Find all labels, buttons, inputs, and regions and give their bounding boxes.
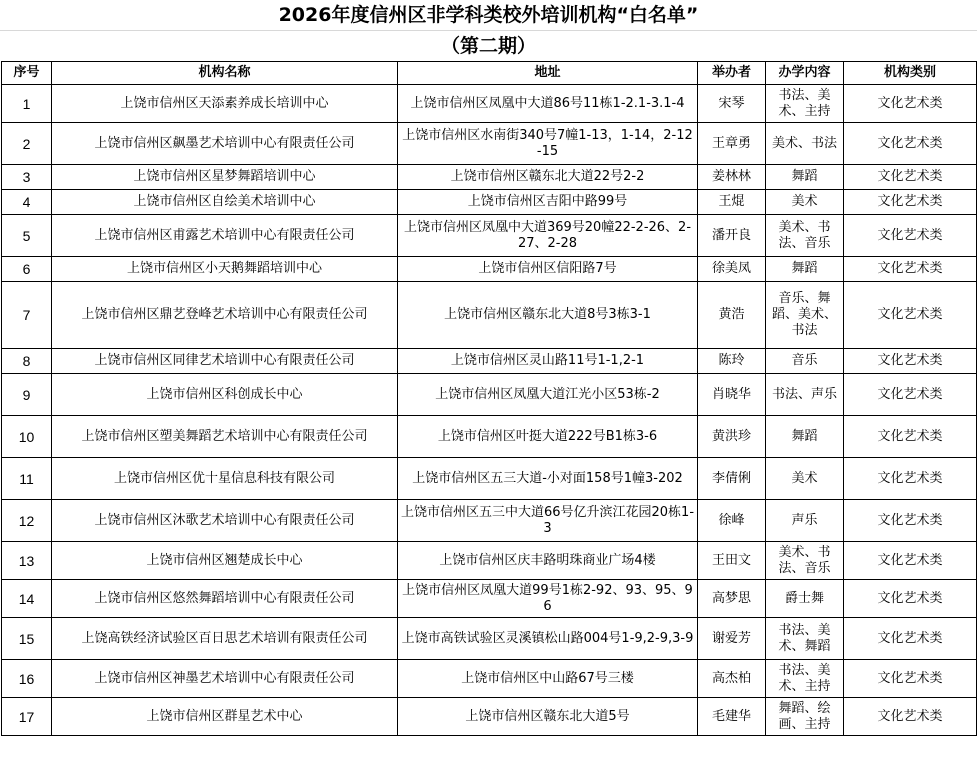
cell-content: 书法、美术、舞蹈: [766, 618, 844, 660]
cell-category: 文化艺术类: [844, 190, 977, 215]
cell-organizer: 徐峰: [698, 500, 766, 542]
cell-category: 文化艺术类: [844, 165, 977, 190]
table-row: [2, 85, 977, 123]
cell-organizer: 肖晓华: [698, 374, 766, 416]
table-row: [2, 349, 977, 374]
whitelist-table: [1, 61, 977, 736]
cell-org-name: 上饶市信州区神墨艺术培训中心有限责任公司: [52, 660, 398, 698]
cell-row-index: 4: [2, 190, 52, 215]
cell-address: 上饶市信州区庆丰路明珠商业广场4楼: [398, 542, 698, 580]
cell-address: 上饶市信州区叶挺大道222号B1栋3-6: [398, 416, 698, 458]
cell-row-index: 10: [2, 416, 52, 458]
cell-row-index: 16: [2, 660, 52, 698]
cell-address: 上饶市信州区凤凰大道江光小区53栋-2: [398, 374, 698, 416]
table-row: [2, 416, 977, 458]
cell-category: 文化艺术类: [844, 349, 977, 374]
cell-org-name: 上饶市信州区星梦舞蹈培训中心: [52, 165, 398, 190]
cell-content: 书法、美术、主持: [766, 660, 844, 698]
cell-organizer: 李倩俐: [698, 458, 766, 500]
cell-address: 上饶市信州区灵山路11号1-1,2-1: [398, 349, 698, 374]
table-row: [2, 165, 977, 190]
cell-organizer: 王田文: [698, 542, 766, 580]
cell-category: 文化艺术类: [844, 458, 977, 500]
cell-organizer: 徐美凤: [698, 257, 766, 282]
cell-address: 上饶市高铁试验区灵溪镇松山路004号1-9,2-9,3-9: [398, 618, 698, 660]
cell-org-name: 上饶市信州区自绘美术培训中心: [52, 190, 398, 215]
cell-organizer: 黄洪珍: [698, 416, 766, 458]
cell-address: 上饶市信州区五三大道-小对面158号1幢3-202: [398, 458, 698, 500]
cell-row-index: 3: [2, 165, 52, 190]
cell-category: 文化艺术类: [844, 257, 977, 282]
cell-address: 上饶市信州区凤凰中大道86号11栋1-2.1-3.1-4: [398, 85, 698, 123]
table-body: [2, 85, 977, 736]
cell-content: 美术: [766, 458, 844, 500]
cell-organizer: 王章勇: [698, 123, 766, 165]
cell-organizer: 宋琴: [698, 85, 766, 123]
cell-row-index: 17: [2, 698, 52, 736]
cell-org-name: 上饶市信州区塑美舞蹈艺术培训中心有限责任公司: [52, 416, 398, 458]
table-row: [2, 458, 977, 500]
cell-content: 舞蹈、绘画、主持: [766, 698, 844, 736]
cell-content: 舞蹈: [766, 165, 844, 190]
cell-address: 上饶市信州区凤凰中大道369号20幢22-2-26、2-27、2-28: [398, 215, 698, 257]
cell-category: 文化艺术类: [844, 698, 977, 736]
table-row: [2, 660, 977, 698]
cell-content: 音乐: [766, 349, 844, 374]
cell-org-name: 上饶市信州区悠然舞蹈培训中心有限责任公司: [52, 580, 398, 618]
cell-organizer: 姜林林: [698, 165, 766, 190]
cell-org-name: 上饶市信州区群星艺术中心: [52, 698, 398, 736]
cell-category: 文化艺术类: [844, 282, 977, 349]
cell-address: 上饶市信州区五三中大道66号亿升滨江花园20栋1-3: [398, 500, 698, 542]
header-index: 序号: [2, 62, 52, 85]
table-row: [2, 618, 977, 660]
cell-org-name: 上饶市信州区沐歌艺术培训中心有限责任公司: [52, 500, 398, 542]
cell-row-index: 15: [2, 618, 52, 660]
cell-address: 上饶市信州区凤凰大道99号1栋2-92、93、95、96: [398, 580, 698, 618]
cell-organizer: 王焜: [698, 190, 766, 215]
cell-row-index: 6: [2, 257, 52, 282]
cell-category: 文化艺术类: [844, 542, 977, 580]
cell-org-name: 上饶市信州区甫露艺术培训中心有限责任公司: [52, 215, 398, 257]
cell-row-index: 1: [2, 85, 52, 123]
table-row: [2, 542, 977, 580]
cell-org-name: 上饶市信州区优十星信息科技有限公司: [52, 458, 398, 500]
cell-org-name: 上饶市信州区小天鹅舞蹈培训中心: [52, 257, 398, 282]
cell-address: 上饶市信州区吉阳中路99号: [398, 190, 698, 215]
cell-org-name: 上饶市信州区科创成长中心: [52, 374, 398, 416]
cell-address: 上饶市信州区水南街340号7幢1-13，1-14，2-12-15: [398, 123, 698, 165]
table-row: [2, 215, 977, 257]
cell-organizer: 谢爱芳: [698, 618, 766, 660]
cell-row-index: 2: [2, 123, 52, 165]
header-org-name: 机构名称: [52, 62, 398, 85]
cell-row-index: 13: [2, 542, 52, 580]
cell-org-name: 上饶市信州区飙墨艺术培训中心有限责任公司: [52, 123, 398, 165]
cell-org-name: 上饶市信州区鼎艺登峰艺术培训中心有限责任公司: [52, 282, 398, 349]
table-row: [2, 374, 977, 416]
table-row: [2, 698, 977, 736]
table-row: [2, 282, 977, 349]
cell-organizer: 潘开良: [698, 215, 766, 257]
cell-org-name: 上饶市信州区同律艺术培训中心有限责任公司: [52, 349, 398, 374]
cell-content: 美术、书法: [766, 123, 844, 165]
cell-content: 书法、美术、主持: [766, 85, 844, 123]
cell-content: 舞蹈: [766, 257, 844, 282]
cell-category: 文化艺术类: [844, 500, 977, 542]
cell-address: 上饶市信州区赣东北大道8号3栋3-1: [398, 282, 698, 349]
cell-address: 上饶市信州区中山路67号三楼: [398, 660, 698, 698]
cell-address: 上饶市信州区信阳路7号: [398, 257, 698, 282]
cell-category: 文化艺术类: [844, 660, 977, 698]
header-address: 地址: [398, 62, 698, 85]
document-title: 2026年度信州区非学科类校外培训机构“白名单”: [0, 0, 977, 31]
cell-org-name: 上饶市信州区翘楚成长中心: [52, 542, 398, 580]
cell-row-index: 9: [2, 374, 52, 416]
table-row: [2, 190, 977, 215]
cell-category: 文化艺术类: [844, 580, 977, 618]
cell-address: 上饶市信州区赣东北大道5号: [398, 698, 698, 736]
document-subtitle: （第二期）: [440, 35, 536, 57]
cell-row-index: 5: [2, 215, 52, 257]
cell-content: 舞蹈: [766, 416, 844, 458]
cell-content: 美术、书法、音乐: [766, 215, 844, 257]
cell-org-name: 上饶高铁经济试验区百日思艺术培训有限责任公司: [52, 618, 398, 660]
cell-category: 文化艺术类: [844, 85, 977, 123]
cell-content: 音乐、舞蹈、美术、书法: [766, 282, 844, 349]
table-row: [2, 257, 977, 282]
cell-content: 爵士舞: [766, 580, 844, 618]
table-row: [2, 580, 977, 618]
cell-content: 书法、声乐: [766, 374, 844, 416]
cell-category: 文化艺术类: [844, 123, 977, 165]
header-organizer: 举办者: [698, 62, 766, 85]
cell-category: 文化艺术类: [844, 618, 977, 660]
cell-category: 文化艺术类: [844, 416, 977, 458]
cell-row-index: 7: [2, 282, 52, 349]
cell-content: 声乐: [766, 500, 844, 542]
header-category: 机构类别: [844, 62, 977, 85]
table-header-row: [2, 62, 977, 85]
cell-category: 文化艺术类: [844, 215, 977, 257]
cell-organizer: 毛建华: [698, 698, 766, 736]
cell-organizer: 高梦思: [698, 580, 766, 618]
table-row: [2, 500, 977, 542]
cell-category: 文化艺术类: [844, 374, 977, 416]
cell-organizer: 陈玲: [698, 349, 766, 374]
cell-row-index: 11: [2, 458, 52, 500]
cell-org-name: 上饶市信州区天添素养成长培训中心: [52, 85, 398, 123]
cell-content: 美术、书法、音乐: [766, 542, 844, 580]
cell-organizer: 黄浩: [698, 282, 766, 349]
table-row: [2, 123, 977, 165]
cell-row-index: 14: [2, 580, 52, 618]
header-content: 办学内容: [766, 62, 844, 85]
cell-row-index: 12: [2, 500, 52, 542]
cell-address: 上饶市信州区赣东北大道22号2-2: [398, 165, 698, 190]
cell-organizer: 高杰柏: [698, 660, 766, 698]
cell-row-index: 8: [2, 349, 52, 374]
cell-content: 美术: [766, 190, 844, 215]
